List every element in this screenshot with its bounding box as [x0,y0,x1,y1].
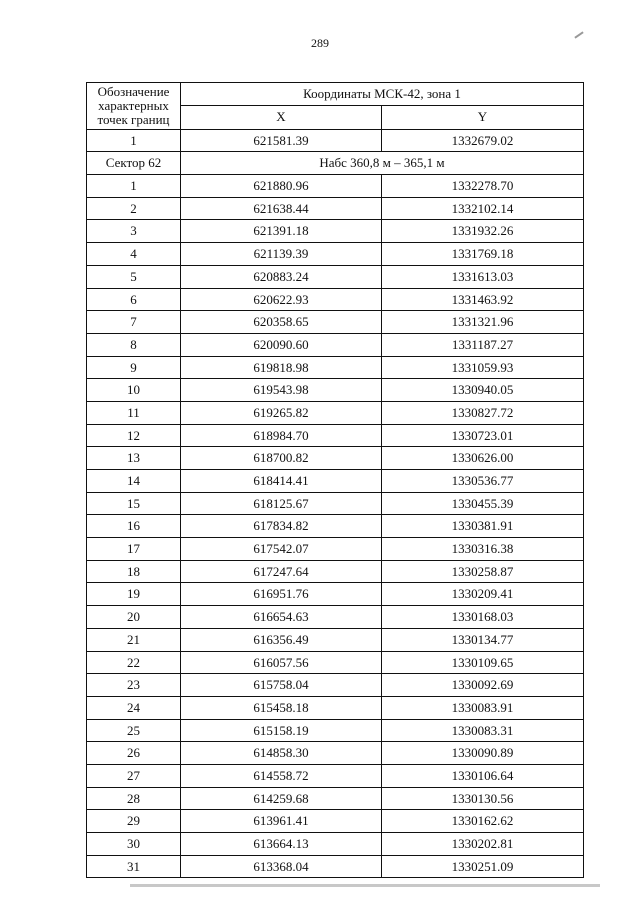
x-cell: 614858.30 [181,742,382,765]
table-row [87,492,584,515]
point-cell: 13 [87,447,181,470]
y-cell: 1331613.03 [382,265,584,288]
y-cell: 1330381.91 [382,515,584,538]
point-cell: 28 [87,787,181,810]
point-cell: 10 [87,379,181,402]
point-cell: 4 [87,243,181,266]
table-row [87,333,584,356]
point-label-line: характерных [98,98,169,114]
x-cell: 615158.19 [181,719,382,742]
x-cell: 617834.82 [181,515,382,538]
table-row [87,719,584,742]
point-label-header [87,83,181,130]
table-row [87,401,584,424]
x-cell: 621581.39 [181,129,382,152]
table-row [87,583,584,606]
point-label-line: точек границ [97,111,170,127]
table-row [87,243,584,266]
y-cell: 1330130.56 [382,787,584,810]
y-cell: 1331769.18 [382,243,584,266]
y-cell: 1330626.00 [382,447,584,470]
table-row [87,696,584,719]
table-row [87,742,584,765]
point-cell: 17 [87,538,181,561]
table-row [87,379,584,402]
y-cell: 1330083.91 [382,696,584,719]
point-cell: 14 [87,470,181,493]
table-row [87,515,584,538]
y-cell: 1330723.01 [382,424,584,447]
x-cell: 618700.82 [181,447,382,470]
y-cell: 1332679.02 [382,129,584,152]
point-cell: 6 [87,288,181,311]
table-row [87,288,584,311]
x-cell: 615758.04 [181,674,382,697]
x-cell: 619265.82 [181,401,382,424]
table-row [87,560,584,583]
y-cell: 1330168.03 [382,606,584,629]
y-cell: 1331463.92 [382,288,584,311]
point-cell: 2 [87,197,181,220]
y-cell: 1330258.87 [382,560,584,583]
point-cell: 31 [87,855,181,878]
table-row [87,833,584,856]
point-cell: 24 [87,696,181,719]
point-cell: 9 [87,356,181,379]
x-cell: 613664.13 [181,833,382,856]
x-cell: 621638.44 [181,197,382,220]
x-cell: 621139.39 [181,243,382,266]
point-cell: 16 [87,515,181,538]
x-cell: 616951.76 [181,583,382,606]
x-cell: 617247.64 [181,560,382,583]
y-cell: 1331187.27 [382,333,584,356]
table-row [87,855,584,878]
x-cell: 614558.72 [181,764,382,787]
table-row [87,787,584,810]
x-cell: 618984.70 [181,424,382,447]
y-cell: 1330106.64 [382,764,584,787]
y-cell: 1331321.96 [382,311,584,334]
point-cell: 7 [87,311,181,334]
table-row [87,424,584,447]
table-row [87,356,584,379]
point-cell: 18 [87,560,181,583]
x-cell: 616654.63 [181,606,382,629]
coordinates-title-header: Координаты МСК-42, зона 1 [181,83,584,106]
x-cell: 613961.41 [181,810,382,833]
y-cell: 1330455.39 [382,492,584,515]
table-row [87,129,584,152]
point-cell: 30 [87,833,181,856]
x-cell: 617542.07 [181,538,382,561]
y-cell: 1330940.05 [382,379,584,402]
y-cell: 1330827.72 [382,401,584,424]
point-cell: 5 [87,265,181,288]
table-row [87,606,584,629]
table-row [87,175,584,198]
point-cell: 19 [87,583,181,606]
x-cell: 620090.60 [181,333,382,356]
point-cell: 1 [87,175,181,198]
x-cell: 613368.04 [181,855,382,878]
y-cell: 1330109.65 [382,651,584,674]
y-cell: 1330202.81 [382,833,584,856]
table-row [87,311,584,334]
point-cell: 15 [87,492,181,515]
coordinates-table [86,82,584,878]
x-cell: 620883.24 [181,265,382,288]
table-row [87,674,584,697]
x-cell: 620358.65 [181,311,382,334]
sector-height-cell: Набс 360,8 м – 365,1 м [181,152,584,175]
y-cell: 1330162.62 [382,810,584,833]
x-cell: 619818.98 [181,356,382,379]
x-cell: 619543.98 [181,379,382,402]
table-row [87,628,584,651]
x-column-header: X [181,105,382,129]
table-row [87,220,584,243]
table-row [87,651,584,674]
point-cell: 25 [87,719,181,742]
y-cell: 1331059.93 [382,356,584,379]
point-cell: 1 [87,129,181,152]
x-cell: 620622.93 [181,288,382,311]
point-cell: 29 [87,810,181,833]
sector-row [87,152,584,175]
x-cell: 618414.41 [181,470,382,493]
x-cell: 616057.56 [181,651,382,674]
table-row [87,538,584,561]
y-cell: 1332102.14 [382,197,584,220]
x-cell: 616356.49 [181,628,382,651]
point-cell: 3 [87,220,181,243]
point-cell: 22 [87,651,181,674]
table-row [87,197,584,220]
y-cell: 1332278.70 [382,175,584,198]
y-column-header: Y [382,105,584,129]
y-cell: 1330083.31 [382,719,584,742]
header-row [87,83,584,106]
y-cell: 1330251.09 [382,855,584,878]
y-cell: 1330092.69 [382,674,584,697]
x-cell: 621391.18 [181,220,382,243]
x-cell: 614259.68 [181,787,382,810]
point-cell: 11 [87,401,181,424]
x-cell: 618125.67 [181,492,382,515]
y-cell: 1331932.26 [382,220,584,243]
page-number: 289 [311,36,329,50]
x-cell: 615458.18 [181,696,382,719]
y-cell: 1330316.38 [382,538,584,561]
table-row [87,470,584,493]
point-cell: 21 [87,628,181,651]
table-row [87,447,584,470]
y-cell: 1330090.89 [382,742,584,765]
point-label-line: Обозначение [97,84,170,100]
table-row [87,764,584,787]
point-cell: 20 [87,606,181,629]
y-cell: 1330134.77 [382,628,584,651]
sector-name-cell: Сектор 62 [87,152,181,175]
scan-edge [130,884,600,887]
point-cell: 12 [87,424,181,447]
x-cell: 621880.96 [181,175,382,198]
table-row [87,265,584,288]
point-cell: 26 [87,742,181,765]
point-cell: 23 [87,674,181,697]
y-cell: 1330209.41 [382,583,584,606]
table-row [87,810,584,833]
point-cell: 27 [87,764,181,787]
y-cell: 1330536.77 [382,470,584,493]
point-cell: 8 [87,333,181,356]
